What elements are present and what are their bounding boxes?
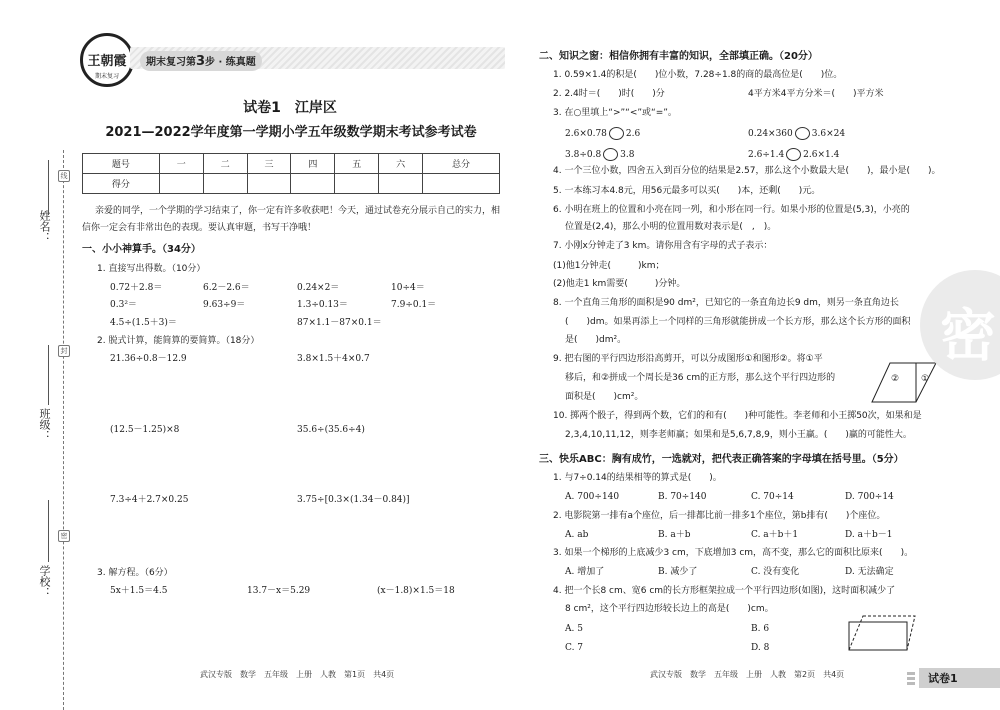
logo-sub: 期末复习 (94, 73, 119, 80)
watermark-glyph: 密 (940, 304, 996, 369)
calc-item: 10÷4＝ (391, 283, 425, 293)
compare-item (565, 148, 635, 161)
mc-option[interactable]: B. 70÷140 (658, 492, 707, 502)
mc-option[interactable]: C. 70÷14 (751, 492, 794, 502)
mc-option[interactable]: D. 700÷14 (845, 492, 894, 502)
mc-option[interactable]: C. 没有变化 (751, 567, 800, 577)
score-input[interactable] (159, 174, 203, 194)
question-line: ( )dm。如果再添上一个同样的三角形就能拼成一个长方形，那么这个长方形的面积 (565, 317, 911, 327)
banner-post: 步 · 练真题 (205, 57, 256, 68)
mc-option[interactable]: B. 减少了 (658, 567, 698, 577)
mc-question: 1. 与7÷0.14的结果相等的算式是( )。 (553, 473, 722, 483)
compare-circle[interactable] (603, 148, 618, 161)
question-line: 2,3,4,10,11,12，则李老师赢；如果和是5,6,7,8,9，则小王赢。( )赢的可能性大。 (565, 430, 912, 440)
calc-item: 87×1.1－87×0.1＝ (297, 318, 382, 328)
seal-mark: 密 (58, 530, 70, 542)
mc-question: 2. 电影院第一排有a个座位，后一排都比前一排多1个座位，第b排有( )个座位。 (553, 511, 886, 521)
score-input[interactable] (379, 174, 423, 194)
page-title: 试卷1 江岸区 (243, 100, 337, 116)
score-header-row (83, 154, 500, 174)
score-cell: 六 (379, 154, 423, 174)
compare-item (748, 148, 839, 161)
score-cell: 题号 (83, 154, 160, 174)
question-line: 5. 一本练习本4.8元，用56元最多可以买( )本，还剩( )元。 (553, 186, 821, 196)
question-line: 面积是( )cm²。 (565, 392, 644, 402)
compare-item (748, 127, 845, 140)
mc-option[interactable]: C. 7 (565, 643, 584, 653)
calc-item: 21.36÷0.8－12.9 (110, 354, 187, 364)
score-table (82, 153, 500, 194)
compare-left: 0.24×360 (748, 129, 793, 139)
section-heading: 二、知识之窗：相信你拥有丰富的知识，全部填正确。（20分） (539, 51, 818, 62)
question-line: 是( )dm²。 (565, 335, 627, 345)
compare-right: 3.8 (620, 150, 635, 160)
page-footer: 武汉专版 数学 五年级 上册 人教 第2页 共4页 (650, 670, 845, 679)
mc-option[interactable]: A. 5 (565, 624, 583, 634)
question-title: 3. 解方程。（6分） (97, 568, 173, 578)
badge-label: 试卷1 (928, 672, 958, 685)
score-input[interactable] (203, 174, 247, 194)
section-heading: 三、快乐ABC：胸有成竹，一选就对，把代表正确答案的字母填在括号里。（5分） (539, 454, 904, 465)
compare-left: 2.6÷1.4 (748, 150, 785, 160)
question-line: 移后，和②拼成一个周长是36 cm的正方形，那么这个平行四边形的 (565, 373, 836, 383)
question-line: (1)他1分钟走( )km； (553, 261, 665, 271)
mc-option[interactable]: B. 6 (751, 624, 770, 634)
binding-line (63, 150, 64, 710)
calc-item: (12.5－1.25)×8 (110, 425, 180, 435)
compare-item (565, 127, 640, 140)
calc-item: 3.75÷[0.3×(1.34－0.84)] (297, 495, 410, 505)
banner-label (140, 51, 262, 71)
score-value-row (83, 174, 500, 194)
class-label: 班级： (38, 408, 51, 441)
question-line: 1. 0.59×1.4的积是( )位小数，7.28÷1.8的商的最高位是( )位。 (553, 70, 843, 80)
calc-item: 0.72＋2.8＝ (110, 283, 163, 293)
mc-option[interactable]: B. a＋b (658, 530, 691, 540)
mc-option[interactable]: C. a＋b＋1 (751, 530, 799, 540)
calc-item: 4.5÷(1.5＋3)＝ (110, 318, 177, 328)
question-line: 2. 2.4时＝( )时( )分 (553, 89, 665, 99)
name-line (48, 160, 49, 215)
mc-question: 8 cm²，这个平行四边形较长边上的高是( )cm。 (565, 604, 774, 614)
calc-item: 9.63÷9＝ (203, 300, 246, 310)
calc-item: 7.9÷0.1＝ (391, 300, 437, 310)
calc-item: 1.3÷0.13＝ (297, 300, 348, 310)
figure-label: ② (891, 374, 900, 384)
page-subtitle: 2021—2022学年度第一学期小学五年级数学期末考试参考试卷 (105, 125, 477, 140)
question-line: 8. 一个直角三角形的面积是90 dm²，已知它的一条直角边长9 dm，则另一条直角边长 (553, 298, 899, 308)
school-label: 学校： (38, 565, 51, 598)
logo-text: 王朝霞 (87, 54, 127, 69)
score-cell: 四 (291, 154, 335, 174)
mc-option[interactable]: A. 增加了 (565, 567, 605, 577)
banner-num: 3 (196, 54, 206, 69)
banner-pre: 期末复习第 (146, 57, 196, 68)
score-cell: 三 (247, 154, 291, 174)
equation-item: (x－1.8)×1.5＝18 (377, 586, 455, 596)
question-line: 10. 掷两个骰子，得到两个数，它们的和有( )种可能性。李老师和小王掷50次，如果和是 (553, 411, 922, 421)
section-heading: 一、小小神算手。（34分） (82, 244, 201, 255)
compare-right: 2.6×1.4 (803, 150, 840, 160)
calc-item: 0.3²＝ (110, 300, 137, 310)
equation-item: 13.7－x＝5.29 (247, 586, 311, 596)
compare-circle[interactable] (786, 148, 801, 161)
name-label: 姓名： (38, 210, 51, 243)
calc-item: 6.2－2.6＝ (203, 283, 250, 293)
score-cell: 总分 (423, 154, 500, 174)
question-line: 3. 在○里填上“>”“<”或“=”。 (553, 108, 677, 118)
compare-right: 2.6 (625, 129, 641, 139)
mc-option[interactable]: A. ab (565, 530, 589, 540)
score-cell: 一 (159, 154, 203, 174)
question-line: 6. 小明在班上的位置和小亮在同一列，和小形在同一行。如果小形的位置是(5,3)，小亮的 (553, 205, 910, 215)
intro-line: 亲爱的同学，一个学期的学习结束了，你一定有许多收获吧！今天，通过试卷充分展示自己的实力，相 (95, 206, 501, 216)
logo (80, 33, 134, 87)
mc-option[interactable]: D. 8 (751, 643, 770, 653)
compare-left: 3.8÷0.8 (565, 150, 602, 160)
figure-label: ① (921, 374, 930, 384)
mc-option[interactable]: D. a＋b－1 (845, 530, 893, 540)
compare-right: 3.6×24 (811, 129, 846, 139)
class-line (48, 345, 49, 405)
intro-line: 信你一定会有非常出色的表现。要认真审题，书写干净哦！ (82, 223, 317, 233)
calc-item: 7.3÷4＋2.7×0.25 (110, 495, 189, 505)
badge-dots (907, 671, 915, 685)
score-input[interactable] (247, 174, 291, 194)
calc-item: 35.6÷(35.6÷4) (297, 425, 365, 435)
calc-item: 3.8×1.5＋4×0.7 (297, 354, 370, 364)
compare-circle[interactable] (609, 127, 624, 140)
score-input[interactable] (423, 174, 500, 194)
mc-question: 3. 如果一个梯形的上底减少3 cm，下底增加3 cm，高不变，那么它的面积比原来( )。 (553, 548, 914, 558)
seal-mark: 封 (58, 345, 70, 357)
rectangle-shape (849, 622, 907, 650)
score-cell: 五 (335, 154, 379, 174)
compare-left: 2.6×0.78 (565, 129, 607, 139)
question-line: 7. 小刚x分钟走了3 km。请你用含有字母的式子表示： (553, 241, 773, 251)
question-line: 4平方米4平方分米＝( )平方米 (748, 89, 884, 99)
mc-question: 4. 把一个长8 cm、宽6 cm的长方形框架拉成一个平行四边形(如图)，这时面积减少了 (553, 586, 896, 596)
score-input[interactable] (291, 174, 335, 194)
parallelogram-shape (849, 616, 915, 650)
parallelogram-figure (870, 360, 940, 405)
score-cell: 二 (203, 154, 247, 174)
question-line: 4. 一个三位小数，四舍五入到百分位的结果是2.57，那么这个小数最大是( )，最小是( )。 (553, 166, 941, 176)
mc-option[interactable]: D. 无法确定 (845, 567, 894, 577)
question-title: 1. 直接写出得数。（10分） (97, 264, 206, 274)
mc-option[interactable]: A. 700÷140 (565, 492, 620, 502)
score-input[interactable] (335, 174, 379, 194)
calc-item: 0.24×2＝ (297, 283, 340, 293)
question-line: (2)他走1 km需要( )分钟。 (553, 279, 686, 289)
question-line: 9. 把右图的平行四边形沿高剪开，可以分成图形①和图形②。将①平 (553, 354, 823, 364)
page-footer: 武汉专版 数学 五年级 上册 人教 第1页 共4页 (200, 670, 395, 679)
seal-mark: 线 (58, 170, 70, 182)
rect-parallelogram-figure (843, 612, 918, 654)
equation-item: 5x＋1.5＝4.5 (110, 586, 168, 596)
score-cell: 得分 (83, 174, 160, 194)
compare-circle[interactable] (795, 127, 810, 140)
question-line: 位置是(2,4)，那么小明的位置用数对表示是( , )。 (565, 222, 777, 232)
school-line (48, 500, 49, 562)
question-title: 2. 脱式计算，能简算的要简算。（18分） (97, 336, 260, 346)
